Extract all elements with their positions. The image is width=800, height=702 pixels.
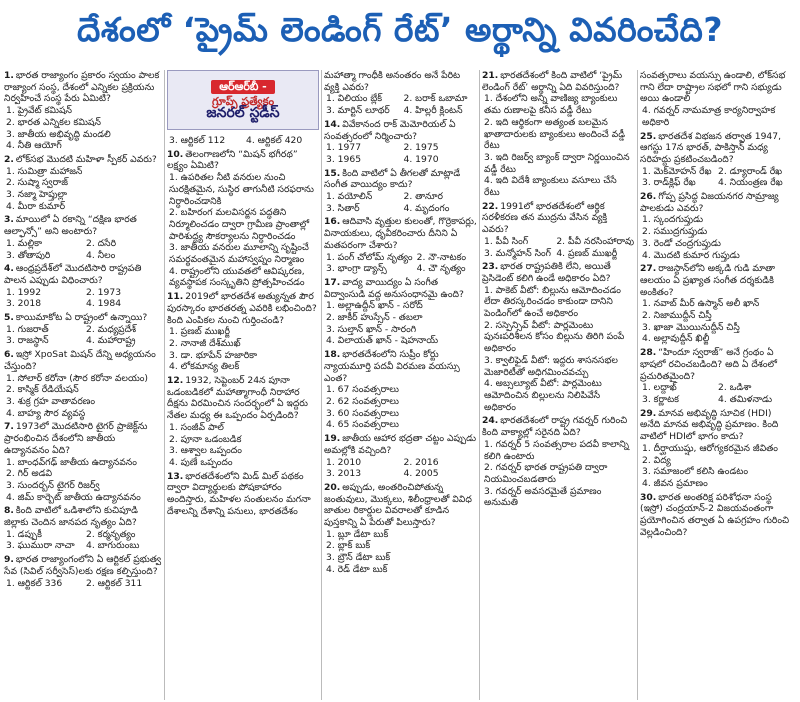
question-body: కాయిమాకోట ఏ రాష్ట్రంలో ఉన్నాయి? xyxy=(15,312,148,324)
question-item xyxy=(4,554,162,589)
question-item xyxy=(324,349,477,431)
question-body: భారతదేశంలో కింది వాటిలో ‘ప్రైమ్ లెండింగ్ రేట్’ అర్థాన్ని ఏది వివరిస్తుంది? xyxy=(482,70,623,93)
answer-options xyxy=(324,300,477,347)
answer-option: 1. విలియం బ్లేక్ xyxy=(326,93,383,105)
question-body: ఆంధ్రప్రదేశ్‌లో మొదటిసారి రాష్ట్రపతి పాలన ఎప్పుడు విధించారు? xyxy=(4,263,142,286)
answer-option: 3. మార్టిన్ లూథర్ xyxy=(326,105,390,117)
question-number: 26. xyxy=(640,191,657,203)
answer-options xyxy=(4,287,162,310)
column-1 xyxy=(4,70,162,700)
question-body: “హిందూ స్వరాజ్” అనే గ్రంథం ఏ భాషలో రచించబడింది? అది ఏ దేశంలో ప్రచురితమైంది? xyxy=(640,347,777,382)
question-number: 13. xyxy=(167,470,184,482)
answer-option: 1. స్కందగుప్తుడు xyxy=(642,214,704,226)
question-item xyxy=(4,349,162,419)
question-number: 1. xyxy=(4,70,14,81)
answer-options xyxy=(167,172,319,289)
question-columns xyxy=(4,70,796,700)
answer-option: 4. జిమ్ కార్బెట్ జాతీయ ఉద్యానవనం xyxy=(6,491,141,503)
answer-option: 4. 2005 xyxy=(403,468,439,480)
answer-options xyxy=(4,105,162,152)
question-text xyxy=(324,70,477,93)
banner-title: జనరల్ స్టడీస్ xyxy=(206,104,280,121)
answer-option: 3. రాజస్థాన్ xyxy=(6,335,49,347)
answer-option: 1. పంగ్ చోలోమ్ నృత్యం xyxy=(326,251,413,263)
answer-option: 2. బ్లాక్ బుక్ xyxy=(326,540,371,552)
question-number: 15. xyxy=(324,167,341,179)
question-item xyxy=(482,201,634,260)
answer-option: 4. నియంత్రణ రేఖ xyxy=(718,177,783,189)
answer-option: 4. అబ్సల్యూట్ వీటో: పార్లమెంటు ఆమోదించిన బిల్లులను నిలిపివేసే అధికారం xyxy=(484,378,602,413)
question-number: 11. xyxy=(167,291,184,303)
question-text xyxy=(324,349,477,384)
answer-option: 4. హిల్లరీ క్లింటన్ xyxy=(403,105,463,117)
answer-options xyxy=(4,324,162,347)
question-number: 8. xyxy=(4,505,14,517)
question-item xyxy=(167,291,319,373)
answer-options xyxy=(167,326,319,373)
answer-options xyxy=(482,93,634,198)
answer-option: 3. సితార్ xyxy=(326,202,360,214)
question-number: 23. xyxy=(482,261,499,273)
answer-option: 3. ఖాజా మొయినుద్దీన్ చిస్తీ xyxy=(642,321,740,333)
column-2-questions xyxy=(167,135,319,518)
answer-option: 4. మహారాష్ట్ర xyxy=(86,335,136,347)
question-text xyxy=(324,119,477,142)
answer-options xyxy=(640,214,790,261)
section-banner xyxy=(167,70,319,130)
question-number: 20. xyxy=(324,481,341,493)
question-number: 7. xyxy=(4,421,14,433)
question-body: ఇస్రో XpoSat మిషన్ దేన్ని అధ్యయనం చేస్తుంది? xyxy=(4,349,156,372)
answer-option: 3. 1965 xyxy=(326,153,362,165)
question-item xyxy=(640,70,790,129)
question-number: 16. xyxy=(324,216,341,228)
question-item xyxy=(640,191,790,261)
answer-option: 2. కర్మనృత్యం xyxy=(86,528,136,540)
answer-option: 2. సస్పెన్సివ్ వీటో: పార్లమెంటు పునఃపరిశీలన కోసం బిల్లును తిరిగి పంపే అధికారం xyxy=(484,319,625,355)
answer-option: 2. 2016 xyxy=(403,456,439,468)
answer-option: 3. నజ్మా హెప్తుల్లా xyxy=(6,189,67,201)
question-item xyxy=(324,277,477,347)
question-item xyxy=(640,347,790,406)
question-item xyxy=(4,263,162,310)
column-5 xyxy=(640,70,790,700)
question-item xyxy=(640,492,790,539)
answer-option: 1. 1992 xyxy=(6,286,42,298)
answer-option: 2. సముద్రగుప్తుడు xyxy=(642,226,708,238)
question-body: మహాత్మా గాంధీకి అనంతరం అనే పేరిట వ్యక్తి ఎవరు? xyxy=(324,70,461,93)
answer-option: 1. ఆర్టికల్ 336 xyxy=(6,577,63,589)
answer-option: 1. పీవీ సింగ్ xyxy=(484,235,529,247)
question-body: భారతదేశ విభజన తర్వాత 1947, ఆగస్టు 17న భారత్, పాకిస్తాన్ మధ్య సరిహద్దు ప్రకటించబడింది? xyxy=(640,130,782,165)
answer-option: 4. ఇది విదేశీ బ్యాంకులు వసూలు చేసే రేటు xyxy=(484,175,617,199)
question-text xyxy=(640,131,790,166)
question-item xyxy=(324,70,477,117)
answer-options xyxy=(4,166,162,213)
question-number: 25. xyxy=(640,130,657,142)
question-body: కింది వాటిలో ఏ తీగలతో మాట్లాడే సంగీత వాయిద్యం కాదు? xyxy=(324,167,461,191)
question-number: 18. xyxy=(324,349,341,361)
answer-option: 1. బాంధవ్‌గఢ్ జాతీయ ఉద్యానవనం xyxy=(6,456,137,468)
headline xyxy=(0,0,800,66)
question-item xyxy=(4,214,162,261)
answer-option: 3. శుక్ర గ్రహ వాతావరణం xyxy=(6,395,96,407)
answer-option: 1. సంజీవ్ పాల్ xyxy=(169,421,224,433)
answer-option: 4. తమిళనాడు xyxy=(718,393,773,405)
answer-option: 4. విలాయత్ ఖాన్ - షెహనాయ్ xyxy=(326,335,439,347)
answer-option: 1. గుజరాత్ xyxy=(6,323,49,335)
question-text xyxy=(4,349,162,372)
banner-tag: ఆర్‌ఆర్‌బీ - xyxy=(211,80,274,94)
answer-option: 3. బ్రౌన్ డేటా బుక్ xyxy=(326,552,391,564)
answer-option: 1. సుమిత్రా మహాజన్ xyxy=(6,165,83,177)
answer-option: 1. దీర్ఘాయుష్షు, ఆరోగ్యకరమైన జీవితం xyxy=(642,442,778,454)
question-body: 1932, సెప్టెంబర్ 24న పూనా ఒడంబడికలో మహాత్మాగాంధీ నిరాహార దీక్షను విరమించిన సందర్భంలో ఏ ఇద్దరు నేతల మధ్య ఈ ఒప్పందం ఏర్పడింది? xyxy=(167,375,308,422)
answer-option: 2. ఆర్టికల్ 311 xyxy=(86,577,143,589)
question-number: 14. xyxy=(324,118,341,130)
answer-options xyxy=(324,384,477,431)
question-item xyxy=(640,131,790,190)
answer-options xyxy=(4,578,162,590)
answer-option: 3. రాడ్‌క్లిఫ్ రేఖ xyxy=(642,177,696,189)
question-number: 27. xyxy=(640,263,657,275)
question-body: గోప్ప ప్రసిద్ధ విజయనగర సామ్రాజ్య పాలకుడు ఎవరు? xyxy=(640,191,779,214)
question-text xyxy=(167,149,319,172)
answer-options xyxy=(167,422,319,469)
question-body: భారతదేశంలో రాష్ట్ర గవర్నర్ గురించి కింది వాక్యాల్లో సరైనది ఏది? xyxy=(482,415,628,439)
answer-option: 3. సుందర్బన్ టైగర్ రిజర్వ్ xyxy=(6,479,100,491)
answer-option: 2. బరాక్ ఒబామా xyxy=(403,93,468,105)
question-item xyxy=(4,70,162,152)
question-body: కింది వాటిలో ఒడిశాలోని కుచిపూడి జిల్లాకు చెందిన జానపద నృత్యం ఏది? xyxy=(4,505,138,529)
answer-option: 4. ఆర్టికల్ 420 xyxy=(246,135,303,146)
answer-option: 2. గవర్నర్ భారత రాష్ట్రపతి ద్వారా నియమించబడతారు xyxy=(484,462,608,485)
answer-option: 3. 60 సంవత్సరాలు xyxy=(326,407,399,419)
answer-option: 4. ప్రణబ్ ముఖర్జీ xyxy=(556,247,618,259)
answer-option: 2. 62 సంవత్సరాలు xyxy=(326,395,399,407)
answer-option: 1. పాకెట్ వీటో: బిల్లును ఆమోదించడం లేదా తిరస్కరించడం కాకుండా దానిని పెండింగ్‌లో ఉంచే అధికారం xyxy=(484,284,621,320)
question-item xyxy=(167,135,319,147)
question-text xyxy=(640,492,790,539)
answer-option: 4. 1970 xyxy=(403,153,439,165)
headline-text: దేశంలో ‘ప్రైమ్ లెండింగ్ రేట్’ అర్థాన్ని వివరించేది? xyxy=(77,9,723,49)
answer-option: 1. మెక్‌మోహన్ రేఖ xyxy=(642,165,712,177)
answer-option: 3. గవర్నర్ అవసరమైతే ప్రమాణం అనుమతి xyxy=(484,485,602,509)
question-body: తెలంగాణలోని “మిషన్ భగీరథ” లక్ష్యం ఏమిటి? xyxy=(167,148,298,172)
answer-option: 2. ఇది ఆర్థికంగా అత్యంత బలమైన ఖాతాదారులకు బ్యాంకులు అందించే వడ్డీ రేటు xyxy=(484,116,626,152)
answer-options xyxy=(482,285,634,414)
answer-option: 2. నానాజీ దేశ్‌ముఖ్ xyxy=(169,337,241,349)
answer-option: 1. ప్రైవేట్ కమిషన్ xyxy=(6,105,73,117)
question-item xyxy=(324,433,477,480)
question-text xyxy=(4,263,162,286)
question-body: భారత అంతరిక్ష పరిశోధనా సంస్థ (ఇస్రో) చంద్రయాన్-2 విజయవంతంగా ప్రయోగించిన తర్వాత ఏ ఉపగ్రహం గురించి వెల్లడించింది? xyxy=(640,491,790,538)
answer-option: 4. చౌ నృత్యం xyxy=(416,263,466,275)
answer-option: 2. భారత ఎన్నికల కమిషన్ xyxy=(6,116,101,128)
answer-option: 2. విద్య xyxy=(642,454,671,466)
question-body: 1973లో మొదటిసారి టైగర్ ప్రాజెక్ట్‌ను ప్రారంభించిన దేశంలోని జాతీయ ఉద్యానవనం ఏది? xyxy=(4,421,148,456)
answer-option: 1. లద్దాఖ్ xyxy=(642,382,677,394)
answer-option: 2. మధ్యప్రదేశ్ xyxy=(86,323,137,335)
question-body: అప్పుడు, అంతరించిపోతున్న జంతువులు, మొక్కలు, శిలీంధ్రాలతో వివిధ జాతుల రికార్డుల వివరాలతో కూడిన పుస్తకాన్ని ఏ పేరుతో పిలుస్తారు? xyxy=(324,481,472,529)
answer-option: 1. సోలార్ కరోనా (సౌర కరోనా వలయం) xyxy=(6,372,148,384)
answer-option: 4. బాగురుంబు xyxy=(86,540,140,552)
question-item xyxy=(324,216,477,275)
column-divider xyxy=(479,70,480,700)
question-item xyxy=(482,70,634,199)
question-body: లోక్‌సభ మొదటి మహిళా స్పీకర్ ఎవరు? xyxy=(15,153,157,165)
question-text xyxy=(4,70,162,105)
answer-option: 3. ఆశ్వాల ఒప్పందం xyxy=(169,445,242,457)
answer-option: 1. మల్లికా xyxy=(6,237,43,249)
question-number: 10. xyxy=(167,148,184,160)
question-body: సంవత్సరాలు వయస్సు ఉండాలి, లోక్‌సభ గాని లేదా రాష్ట్రాల సభలో గాని సభ్యుడు అయి ఉండాలి xyxy=(640,70,786,105)
question-body: వివేకానంద రాక్ మెమోరియల్‌ ఏ సంవత్సరంలో నిర్మించారు? xyxy=(324,118,456,142)
question-item xyxy=(324,482,477,576)
answer-option: 4. జీవన ప్రమాణం xyxy=(642,477,708,489)
question-number: 17. xyxy=(324,276,341,288)
answer-option: 2. 1975 xyxy=(403,142,439,154)
answer-options xyxy=(640,443,790,490)
question-item xyxy=(324,119,477,166)
answer-options xyxy=(324,252,477,275)
answer-option: 3. కర్ణాటక xyxy=(642,393,679,405)
answer-option: 2. నిజాముద్దీన్ చిస్తీ xyxy=(642,310,712,322)
question-body: వాద్య వాయిద్యం ఏ సంగీత విద్వాంసుడి వద్ద అనుసంధానమై ఉంది? xyxy=(324,276,464,300)
column-4 xyxy=(482,70,634,700)
answer-option: 3. క్వాలిఫైడ్ వీటో: ఇద్దరు శాసనసభల మెజారిటీతో అధిగమించవచ్చు xyxy=(484,354,618,378)
answer-option: 3. మన్మోహన్ సింగ్ xyxy=(484,247,552,259)
answer-option: 2. గిర్ అడవి xyxy=(6,468,53,480)
question-number: 12. xyxy=(167,375,184,387)
question-item xyxy=(4,312,162,347)
question-text xyxy=(482,70,634,93)
question-body: 1991లో భారతదేశంలో ఆర్థిక సరళీకరణ తన ముద్రను వేసిన వ్యక్తి ఎవరు? xyxy=(482,200,608,236)
answer-option: 3. జాతీయ అభివృద్ధి మండలి xyxy=(6,128,111,140)
question-item xyxy=(167,471,319,518)
question-number: 9. xyxy=(4,554,14,566)
banner-sub: గ్రూప్స్ ప్రత్యేకం xyxy=(211,95,275,109)
answer-options xyxy=(482,439,634,509)
question-number: 30. xyxy=(640,491,657,503)
question-body: భారతదేశంలోని సుప్రీం కోర్టు న్యాయమూర్తి పదవీ విరమణ వయస్సు ఎంత? xyxy=(324,349,460,384)
answer-option: 4. బాహ్య సౌర వ్యవస్థ xyxy=(6,407,86,419)
answer-option: 1. ప్రణబ్ ముఖర్జీ xyxy=(169,326,230,338)
question-text xyxy=(324,168,477,191)
answer-option: 2. నౌ-నాటకం xyxy=(416,251,467,263)
answer-options xyxy=(640,166,790,189)
answer-options xyxy=(324,142,477,165)
answer-option: 4. 65 సంవత్సరాలు xyxy=(326,419,399,431)
question-text xyxy=(4,421,162,456)
question-item xyxy=(640,408,790,490)
answer-option: 1. దేశంలోని అన్ని వాణిజ్య బ్యాంకులు తమ రుణాలపై కనీస వడ్డీ రేటు xyxy=(484,93,618,117)
answer-option: 1. గవర్నర్ 5 సంవత్సరాల పదవీ కాలాన్ని కలిగి ఉంటారు xyxy=(484,438,629,462)
question-item xyxy=(4,154,162,213)
answer-option: 3. 2018 xyxy=(6,298,42,310)
question-text xyxy=(167,375,319,422)
answer-option: 1. బ్లూ డేటా బుక్ xyxy=(326,528,389,540)
answer-option: 2. తానూర xyxy=(403,191,443,203)
question-text xyxy=(482,415,634,438)
answer-option: 4. రాష్ట్రంలోని యువతలో ఆవిష్కరణ, వ్యవస్థాపక సంస్కృతిని ప్రోత్సహించడం xyxy=(169,265,305,289)
answer-option: 2. డ్యూరాండ్ రేఖ xyxy=(718,165,783,177)
answer-option: 3. ఇది రిజర్వ్ బ్యాంక్ ద్వారా నిర్ణయించిన వడ్డీ రేటు xyxy=(484,151,630,175)
answer-option: 2. బహిరంగ మలవిసర్జన పద్ధతిని నిర్మూలించడం ద్వారా గ్రామీణ ప్రాంతాల్లో పారిశుద్ధ్య సౌకర్యాలను నిర్ధారించడం xyxy=(169,207,310,242)
answer-option: 1. 67 సంవత్సరాలు xyxy=(326,384,399,396)
answer-option: 2. జాకీర్ హుస్సేన్ - తబలా xyxy=(326,312,423,324)
question-number: 6. xyxy=(4,349,14,361)
answer-options xyxy=(167,135,319,147)
question-item xyxy=(482,261,634,413)
answer-option: 3. భాంగ్రా డ్యాన్స్ xyxy=(326,263,387,275)
answer-option: 3. ఘుమురా నాచా xyxy=(6,540,75,552)
question-number: 21. xyxy=(482,70,499,81)
question-text xyxy=(4,214,162,237)
question-body: మాయిలో ఏ రకాన్ని “దక్షిణ భారత ఆల్ఫాన్సో” అని అంటారు? xyxy=(4,214,137,238)
answer-options xyxy=(324,529,477,576)
answer-option: 4. మీరా కుమార్ xyxy=(6,200,66,212)
column-3 xyxy=(324,70,477,700)
answer-option: 3. ఆర్టికల్ 112 xyxy=(169,135,226,146)
answer-option: 2. పూనా ఒడంబడిక xyxy=(169,433,242,445)
answer-option: 4. లోకమాన్య తిలక్ xyxy=(169,361,240,373)
question-number: 24. xyxy=(482,415,499,427)
answer-options xyxy=(640,298,790,345)
answer-options xyxy=(324,457,477,480)
answer-options xyxy=(640,105,790,128)
question-text xyxy=(640,191,790,214)
answer-option: 1. డప్పుకీ xyxy=(6,528,42,540)
question-body: రాజస్థాన్‌లోని అక్కడి గుడి మాతా ఆలయం ఏ ప్రఖ్యాత సంగీత దర్శకుడికి అంకితం? xyxy=(640,263,776,298)
question-number: 29. xyxy=(640,407,657,419)
answer-options xyxy=(640,382,790,405)
answer-option: 4. పుణే ఒప్పందం xyxy=(169,456,233,468)
answer-option: 1. ఉపరితల నీటి వనరుల నుంచి సురక్షితమైన, సుస్థిర తాగునీటి సరఫరాను నిర్ధారించడానికి xyxy=(169,172,314,207)
answer-option: 4. గవర్నర్ నామమాత్ర కార్యనిర్వాహక అధికారి xyxy=(642,105,776,128)
answer-option: 1. 2010 xyxy=(326,456,362,468)
answer-option: 3. 2013 xyxy=(326,468,362,480)
question-number: 2. xyxy=(4,153,14,165)
answer-options xyxy=(482,236,634,259)
question-item xyxy=(167,149,319,289)
question-text xyxy=(167,291,319,326)
question-body: మానవ అభివృద్ధి సూచిక (HDI) అనేది మానవ అభివృద్ధి ప్రమాణం. కింది వాటిలో HDIలో భాగం కాదు? xyxy=(640,407,779,443)
question-text xyxy=(640,263,790,298)
question-text xyxy=(640,347,790,382)
question-number: 4. xyxy=(4,263,14,275)
question-number: 5. xyxy=(4,312,14,324)
question-text xyxy=(4,154,162,166)
answer-option: 2. 1973 xyxy=(86,286,122,298)
question-item xyxy=(167,375,319,469)
answer-option: 3. సుల్తాన్ ఖాన్ - సారంగి xyxy=(326,323,417,335)
question-text xyxy=(167,471,319,518)
question-text xyxy=(4,554,162,577)
answer-option: 2. పీవీ నరసింహారావు xyxy=(556,235,634,247)
column-divider xyxy=(164,70,165,700)
answer-options xyxy=(4,238,162,261)
question-number: 28. xyxy=(640,347,657,359)
answer-option: 2. ఒడిశా xyxy=(718,382,752,394)
question-text xyxy=(324,277,477,300)
question-item xyxy=(4,421,162,503)
question-text xyxy=(482,201,634,236)
answer-option: 2. దసేరి xyxy=(86,237,117,249)
column-2 xyxy=(167,70,319,700)
answer-option: 3. సమాజంలో కలిసి ఉండటం xyxy=(642,466,748,478)
question-item xyxy=(640,263,790,345)
answer-option: 1. నవాబ్ మీర్ ఉస్మాన్ అలీ ఖాన్ xyxy=(642,298,760,310)
question-text xyxy=(324,482,477,529)
question-body: జాతీయ ఆహార భద్రతా చట్టం ఎప్పుడు అమల్లోకి వచ్చింది? xyxy=(324,433,477,456)
answer-option: 1. అల్లాఉద్దీన్ ఖాన్ - సరోద్ xyxy=(326,300,423,312)
answer-option: 4. అల్లావుద్దీన్ ఖిల్జీ xyxy=(642,333,710,345)
question-text xyxy=(482,261,634,284)
question-text xyxy=(324,433,477,456)
answer-option: 1. వయోలిన్ xyxy=(326,191,373,203)
question-body: భారత రాజ్యాంగం ప్రకారం స్వయం పాలక రాజ్యాంగ సంస్థ, దేశంలో ఎన్నికల ప్రక్రియను నిర్వహించే సంస్థ పేరు ఏమిటి? xyxy=(4,70,160,105)
question-item xyxy=(324,168,477,215)
question-body: భారతదేశంలోని మిడ్ మిల్ పథకం ద్వారా విద్యార్థులకు పోషకాహారం అందిస్తారు, మహిళల సంతులనం మగనా దేశాలన్ని దేశాన్ని పనులు, భారతదేశం xyxy=(167,470,311,517)
question-text xyxy=(324,216,477,251)
answer-options xyxy=(324,93,477,116)
answer-options xyxy=(324,191,477,214)
question-item xyxy=(4,505,162,552)
question-item xyxy=(482,415,634,509)
answer-option: 1. 1977 xyxy=(326,142,362,154)
question-number: 19. xyxy=(324,433,341,445)
question-body: భారత రాజ్యాంగంలోని ఏ ఆర్టికల్ ప్రభుత్వ సేవ (సివిల్ సర్వీసెస్)లకు రక్షణ కల్పిస్తుంది? xyxy=(4,554,162,577)
question-text xyxy=(4,505,162,528)
answer-option: 2. సుష్మా స్వరాజ్ xyxy=(6,177,68,189)
answer-option: 4. నీతి ఆయోగ్ xyxy=(6,140,62,152)
answer-options xyxy=(4,373,162,420)
answer-option: 2. కాస్మిక్ రేడియేషన్ xyxy=(6,384,79,396)
column-divider xyxy=(637,70,638,700)
answer-options xyxy=(4,529,162,552)
answer-option: 4. నీలం xyxy=(86,249,116,261)
question-body: ఆదివాసి వృత్తుల కులంతో, గొర్రెకాపర్లు, వినాయకులు, ధృవీకరించారు దీనిని ఏ మతపరంగా చేశారు? xyxy=(324,216,477,251)
question-body: భారత రాష్ట్రపతికి లేని, అయితే ప్రెసిడెంట్ కలిగి ఉండే అధికారం ఏది? xyxy=(482,261,611,284)
question-number: 22. xyxy=(482,200,499,212)
question-body: 2019లో భారతదేశ అత్యున్నత పౌర పురస్కారం భారతరత్న ఎవరికి లభించింది? కింది ఎంపికల నుంచి గుర్తించండి? xyxy=(167,291,317,326)
answer-option: 4. మొదటి కుమార గుప్తుడు xyxy=(642,249,740,261)
answer-option: 3. డా. భూపేన్ హజారికా xyxy=(169,349,258,361)
question-text xyxy=(4,312,162,324)
answer-options xyxy=(4,457,162,504)
answer-option: 3. జాతీయ వనరుల మూలాన్ని సృష్టించే సమర్థవంతమైన మహాస్వప్నం నిర్మాణం xyxy=(169,242,309,266)
answer-option: 4. రెడ్ డేటా బుక్ xyxy=(326,563,388,575)
answer-option: 3. రెండో చంద్రగుప్తుడు xyxy=(642,237,721,249)
question-text xyxy=(640,70,790,105)
answer-option: 3. తోతాపురి xyxy=(6,249,51,261)
column-divider xyxy=(321,70,322,700)
question-number: 3. xyxy=(4,214,14,226)
question-text xyxy=(640,408,790,443)
answer-option: 4. మృదంగం xyxy=(403,202,450,214)
answer-option: 4. 1984 xyxy=(86,298,122,310)
